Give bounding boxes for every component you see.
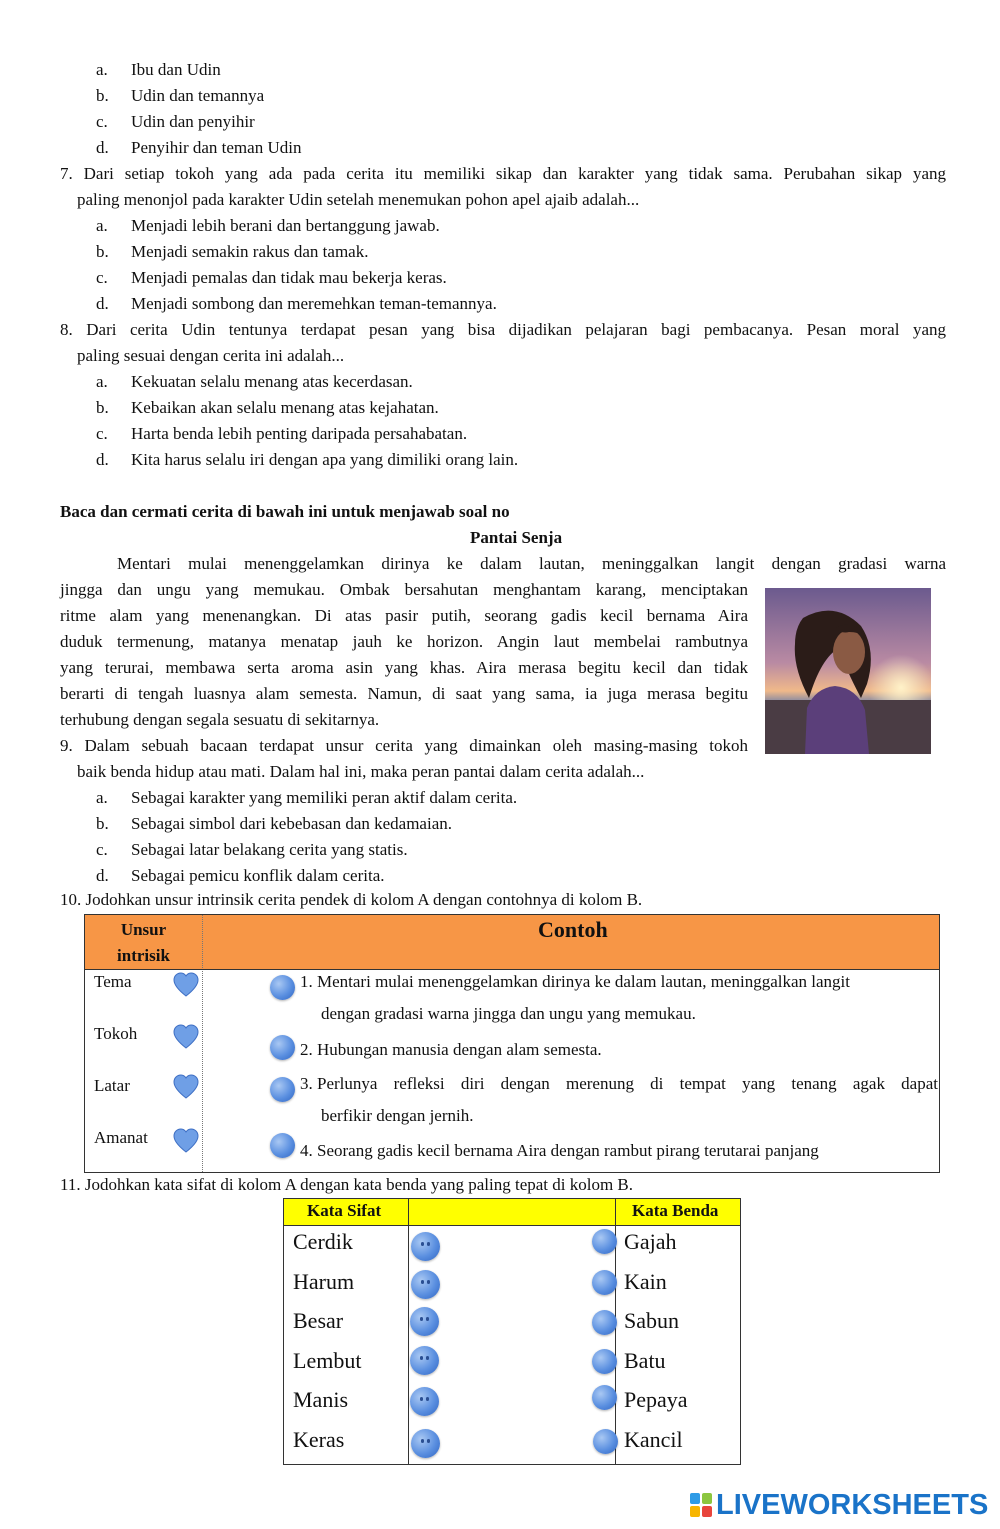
q10-right-connector-dot[interactable] [270,1035,295,1060]
reading-line-4: duduk termenung, matanya menatap jauh ke horizon. Angin laut membelai rambutnya [60,632,748,651]
smiley-connector-icon[interactable] [411,1429,440,1458]
q10-header-left-line2: intrisik [117,946,170,965]
liveworksheets-logo [690,1488,988,1522]
q7-question-line1: 7. Dari setiap tokoh yang ada pada cerita itu memiliki sikap dan karakter yang tidak sama. Perubahan sikap yang [60,164,946,183]
q10-matching-table [84,914,940,1173]
q11-left-manis: Manis [293,1387,348,1412]
q10-right-item-1: 1. Mentari mulai menenggelamkan dirinya ke dalam lautan, meninggalkan langit dengan gradasi warna jingga dan ungu yang memukau. [300,972,850,1023]
q11-right-kancil: Kancil [624,1427,683,1452]
q10-left-tokoh: Tokoh [94,1024,138,1043]
q11-left-besar: Besar [293,1308,344,1333]
q11-right-sabun: Sabun [624,1308,679,1333]
q11-right-connector-dot[interactable] [592,1349,617,1374]
reading-line-1: Mentari mulai menenggelamkan dirinya ke dalam lautan, meninggalkan langit dengan gradasi warna [117,554,946,573]
q10-right-item-3: 3. Perlunya refleksi diri dengan merenung di tempat yang tenang agak dapat berfikir dengan jernih. [300,1074,938,1125]
q10-left-tema: Tema [94,972,132,991]
reading-line-3: ritme alam yang menenangkan. Di atas pasir putih, seorang gadis kecil bernama Aira [60,606,748,625]
q10-table-header [85,915,939,969]
q10-left-amanat: Amanat [94,1128,148,1147]
reading-line-6: berarti di tengah luasnya alam semesta. Namun, di saat yang sama, ia juga merasa begitu [60,684,748,703]
q10-right-connector-dot[interactable] [270,975,295,1000]
heart-connector-icon[interactable] [173,1074,199,1100]
q11-header-left: Kata Sifat [307,1201,382,1220]
q11-right-pepaya: Pepaya [624,1387,688,1412]
reading-instruction: Baca dan cermati cerita di bawah ini untuk menjawab soal no [60,502,510,521]
q11-right-connector-dot[interactable] [592,1270,617,1295]
smiley-connector-icon[interactable] [410,1346,439,1375]
liveworksheets-logo-icon [690,1493,712,1517]
smiley-connector-icon[interactable] [410,1307,439,1336]
q10-left-latar: Latar [94,1076,130,1095]
q11-right-connector-dot[interactable] [593,1429,618,1454]
heart-connector-icon[interactable] [173,972,199,998]
q11-left-lembut: Lembut [293,1348,362,1373]
q10-right-item-2: 2. Hubungan manusia dengan alam semesta. [300,1040,602,1059]
q10-header-left [85,917,202,969]
q10-right-connector-dot[interactable] [270,1077,295,1102]
smiley-connector-icon[interactable] [411,1232,440,1261]
smiley-connector-icon[interactable] [410,1387,439,1416]
reading-line-5: yang terurai, membawa serta aroma asin yang khas. Aira merasa begitu kecil dan tidak [60,658,748,677]
q10-right-connector-dot[interactable] [270,1133,295,1158]
q11-right-connector-dot[interactable] [592,1385,617,1410]
q10-right-item-4: 4. Seorang gadis kecil bernama Aira dengan rambut pirang terutarai panjang [300,1141,819,1160]
q8-question-line1: 8. Dari cerita Udin tentunya terdapat pesan yang bisa dijadikan pelajaran bagi pembacanya. Pesan moral yang [60,320,946,339]
q11-left-keras: Keras [293,1427,345,1452]
reading-line-2: jingga dan ungu yang memukau. Ombak bersahutan menghantam karang, menciptakan [60,580,748,599]
q10-header-left-line1: Unsur [120,920,167,939]
q7-question-line2: paling menonjol pada karakter Udin setelah menemukan pohon apel ajaib adalah... [77,190,640,209]
q11-right-kain: Kain [624,1269,667,1294]
q11-right-gajah: Gajah [624,1229,677,1254]
heart-connector-icon[interactable] [173,1024,199,1050]
q9-question-line1: 9. Dalam sebuah bacaan terdapat unsur cerita yang dimainkan oleh masing-masing tokoh [60,736,748,755]
q11-right-connector-dot[interactable] [592,1229,617,1254]
liveworksheets-logo-text: LIVEWORKSHEETS [716,1488,989,1521]
heart-connector-icon[interactable] [173,1128,199,1154]
q8-question-line2: paling sesuai dengan cerita ini adalah... [77,346,345,365]
q11-left-harum: Harum [293,1269,355,1294]
q11-matching-table [283,1198,741,1465]
q11-right-batu: Batu [624,1348,666,1373]
beach-girl-image [765,588,931,754]
q11-header-right: Kata Benda [632,1201,719,1220]
q10-header-right: Contoh [538,917,608,942]
q11-prompt: 11. Jodohkan kata sifat di kolom A dengan kata benda yang paling tepat di kolom B. [60,1175,634,1194]
q11-left-cerdik: Cerdik [293,1229,353,1254]
q10-prompt: 10. Jodohkan unsur intrinsik cerita pendek di kolom A dengan contohnya di kolom B. [60,890,643,909]
reading-line-7: terhubung dengan segala sesuatu di sekitarnya. [60,710,380,729]
q9-question-line2: baik benda hidup atau mati. Dalam hal ini, maka peran pantai dalam cerita adalah... [77,762,645,781]
smiley-connector-icon[interactable] [411,1270,440,1299]
q11-right-connector-dot[interactable] [592,1310,617,1335]
reading-title: Pantai Senja [470,528,563,547]
